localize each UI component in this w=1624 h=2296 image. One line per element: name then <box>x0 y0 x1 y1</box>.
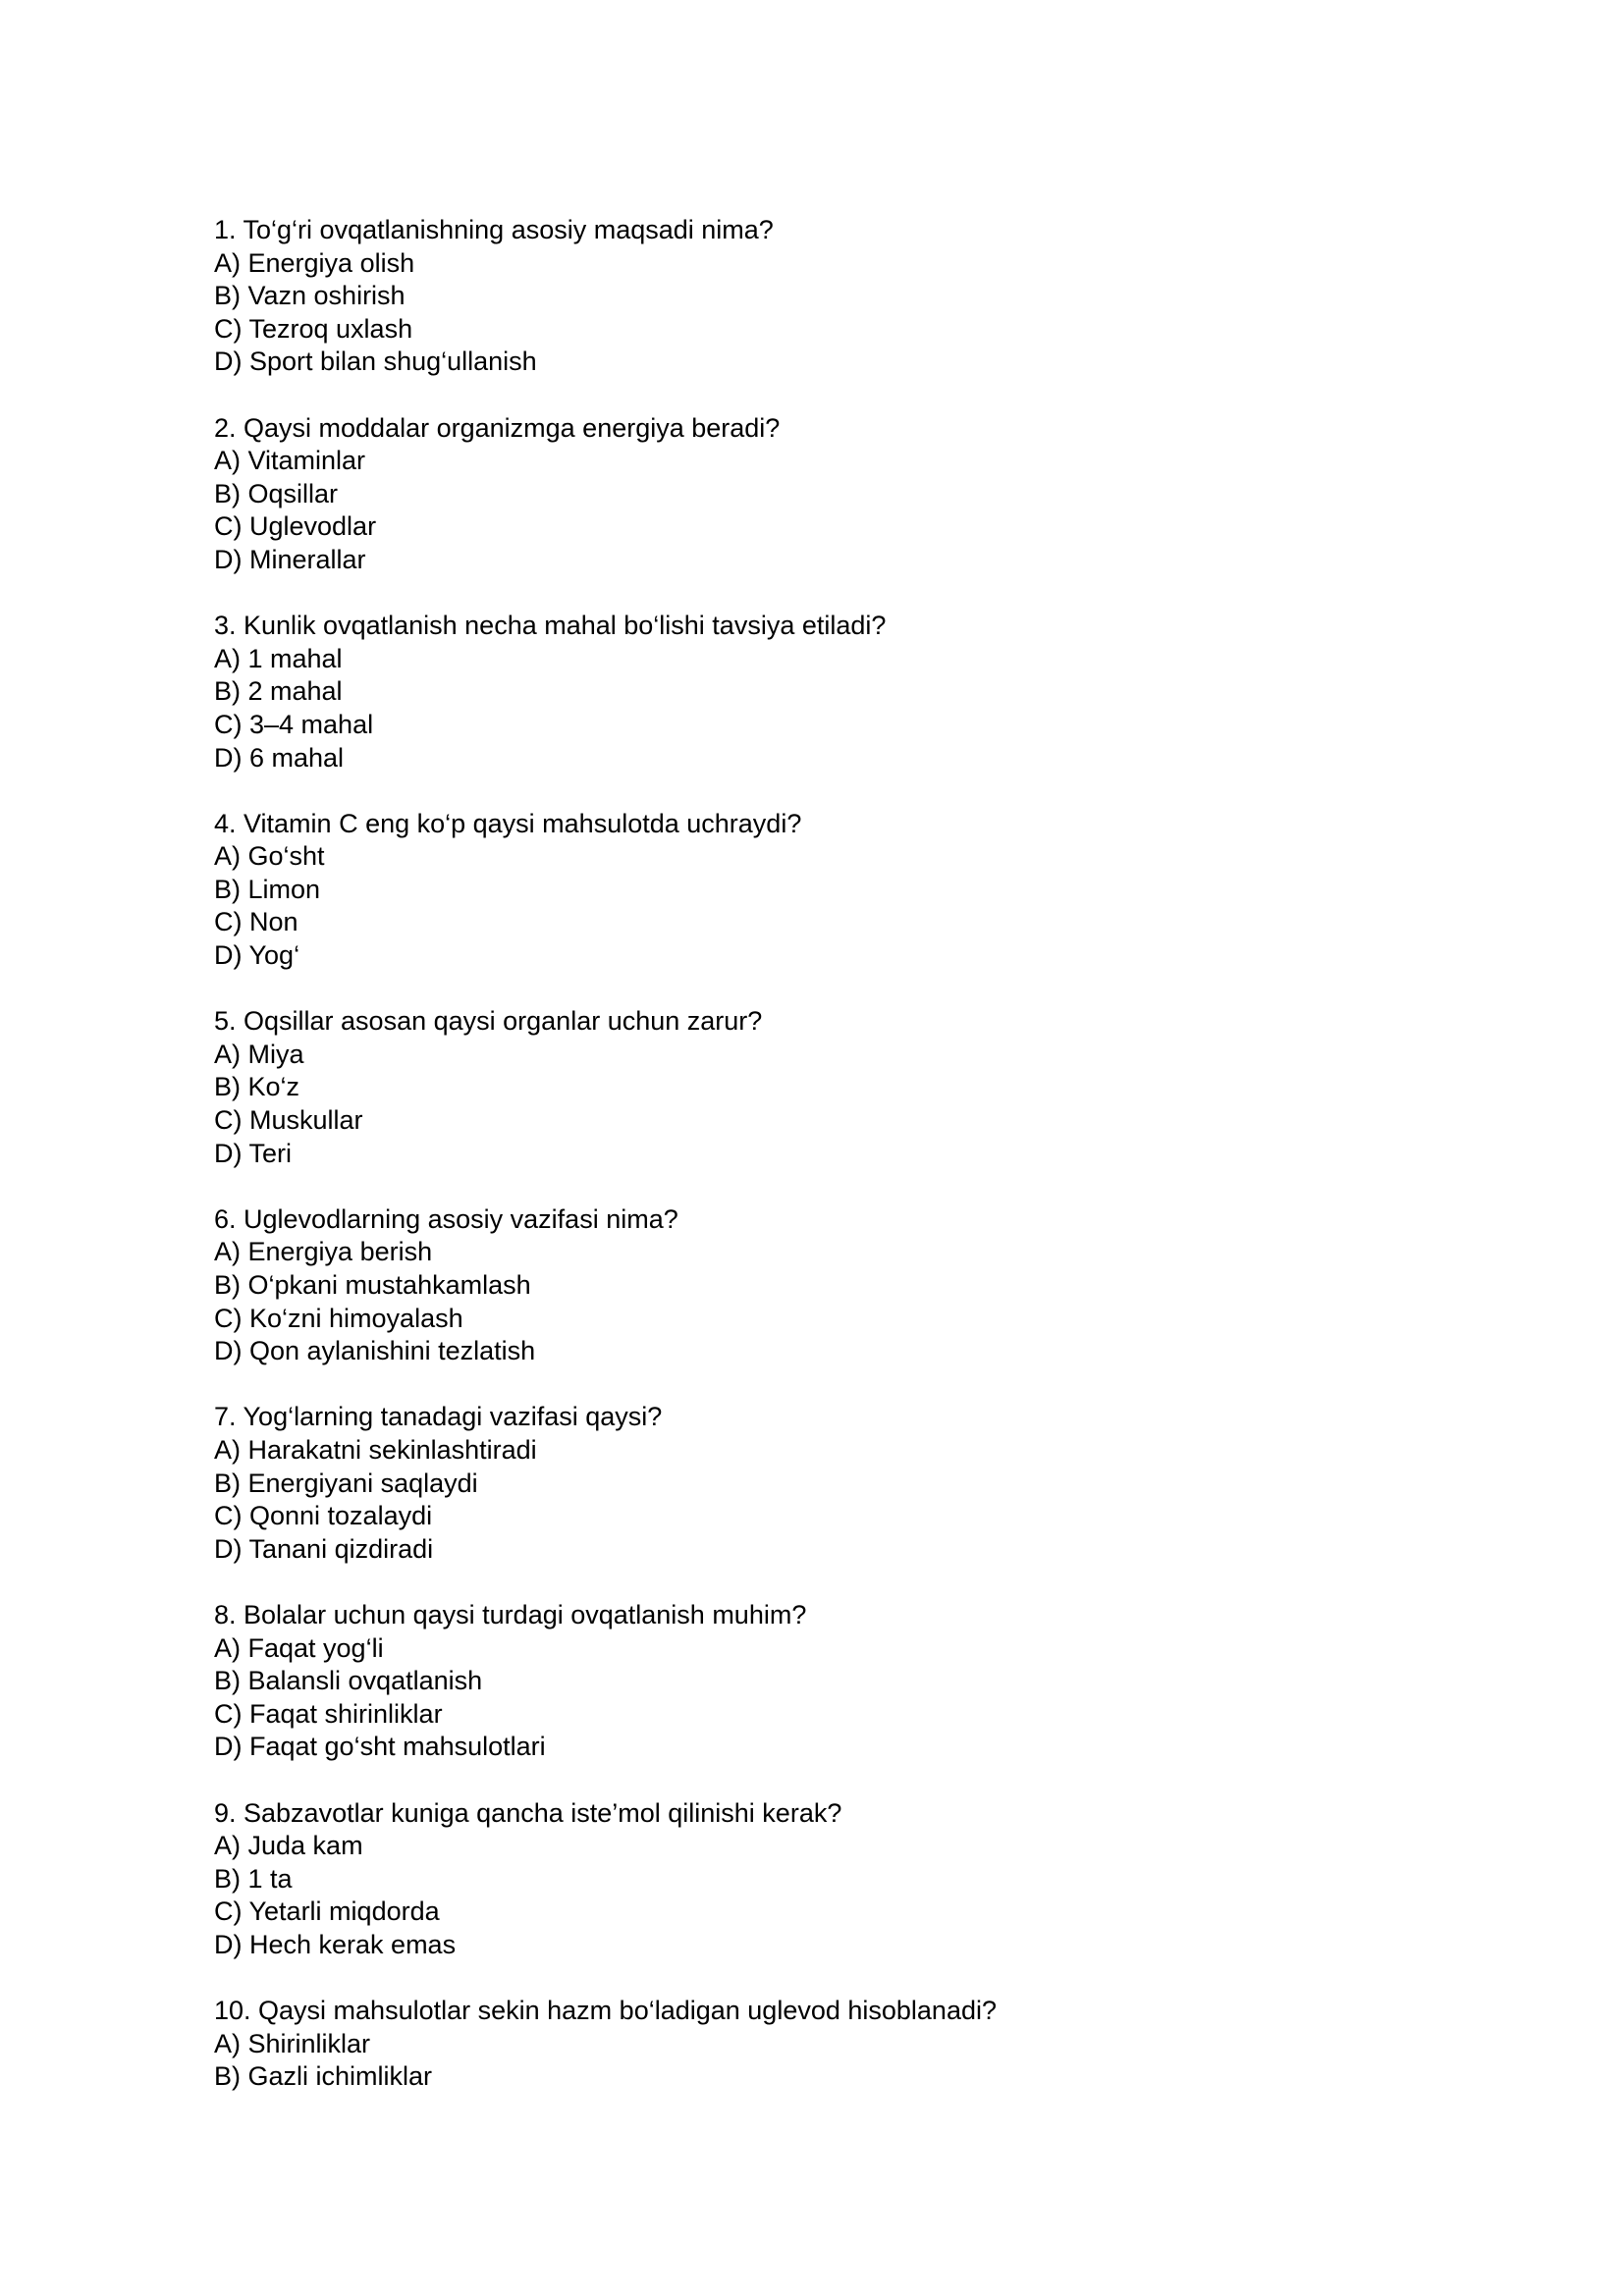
option-c: C) Muskullar <box>214 1105 363 1136</box>
question-3 <box>214 610 1412 774</box>
question-text: 10. Qaysi mahsulotlar sekin hazm bo‘ladigan uglevod hisoblanadi? <box>214 1996 997 2026</box>
option-d: D) Teri <box>214 1138 293 1168</box>
option-d: D) Sport bilan shug‘ullanish <box>214 347 537 377</box>
question-text: 3. Kunlik ovqatlanish necha mahal bo‘lishi tavsiya etiladi? <box>214 611 887 641</box>
option-a: A) Faqat yog‘li <box>214 1632 384 1663</box>
question-text: 6. Uglevodlarning asosiy vazifasi nima? <box>214 1203 678 1234</box>
question-text: 8. Bolalar uchun qaysi turdagi ovqatlanish muhim? <box>214 1599 807 1629</box>
option-a: A) Miya <box>214 1039 304 1069</box>
option-c: C) Uglevodlar <box>214 511 377 542</box>
question-6 <box>214 1203 1412 1368</box>
option-a: A) Juda kam <box>214 1831 363 1861</box>
option-d: D) Yog‘ <box>214 940 300 971</box>
option-d: D) Tanani qizdiradi <box>214 1533 434 1564</box>
question-text: 5. Oqsillar asosan qaysi organlar uchun zarur? <box>214 1006 763 1037</box>
question-1 <box>214 214 1412 379</box>
option-a: A) Go‘sht <box>214 841 325 872</box>
option-d: D) Minerallar <box>214 544 366 574</box>
option-b: B) Oqsillar <box>214 478 339 508</box>
option-d: D) Qon aylanishini tezlatish <box>214 1336 536 1366</box>
option-d: D) Hech kerak emas <box>214 1929 457 1959</box>
question-text: 1. To‘g‘ri ovqatlanishning asosiy maqsadi nima? <box>214 215 774 244</box>
option-b: B) Ko‘z <box>214 1072 300 1102</box>
option-a: A) 1 mahal <box>214 643 343 673</box>
option-d: D) 6 mahal <box>214 742 345 773</box>
option-b: B) O‘pkani mustahkamlash <box>214 1270 531 1300</box>
option-c: C) Faqat shirinliklar <box>214 1698 443 1729</box>
option-c: C) Ko‘zni himoyalash <box>214 1303 463 1333</box>
question-7 <box>214 1401 1412 1566</box>
option-b: B) 1 ta <box>214 1863 293 1894</box>
option-a: A) Vitaminlar <box>214 446 366 476</box>
option-b: B) Gazli ichimliklar <box>214 2061 433 2092</box>
option-c: C) Tezroq uxlash <box>214 313 413 344</box>
option-b: B) 2 mahal <box>214 676 343 707</box>
option-b: B) Balansli ovqatlanish <box>214 1666 483 1696</box>
option-c: C) Non <box>214 907 298 937</box>
option-a: A) Energiya berish <box>214 1237 433 1267</box>
question-text: 4. Vitamin C eng ko‘p qaysi mahsulotda uchraydi? <box>214 808 802 838</box>
option-c: C) 3–4 mahal <box>214 709 374 739</box>
option-a: A) Shirinliklar <box>214 2028 371 2058</box>
question-text: 7. Yog‘larning tanadagi vazifasi qaysi? <box>214 1402 663 1432</box>
option-b: B) Vazn oshirish <box>214 281 406 311</box>
question-9 <box>214 1797 1412 1962</box>
option-c: C) Yetarli miqdorda <box>214 1896 440 1927</box>
option-d: D) Faqat go‘sht mahsulotlari <box>214 1732 546 1762</box>
option-b: B) Limon <box>214 874 321 904</box>
option-a: A) Harakatni sekinlashtiradi <box>214 1434 537 1465</box>
question-text: 9. Sabzavotlar kuniga qancha iste’mol qilinishi kerak? <box>214 1797 842 1828</box>
option-c: C) Qonni tozalaydi <box>214 1501 433 1531</box>
question-4 <box>214 808 1412 973</box>
question-2 <box>214 412 1412 577</box>
quiz-content <box>214 214 1412 2126</box>
question-5 <box>214 1005 1412 1170</box>
option-b: B) Energiyani saqlaydi <box>214 1468 478 1498</box>
question-8 <box>214 1599 1412 1764</box>
option-a: A) Energiya olish <box>214 247 415 278</box>
question-10 <box>214 1995 1412 2094</box>
question-text: 2. Qaysi moddalar organizmga energiya beradi? <box>214 412 781 443</box>
